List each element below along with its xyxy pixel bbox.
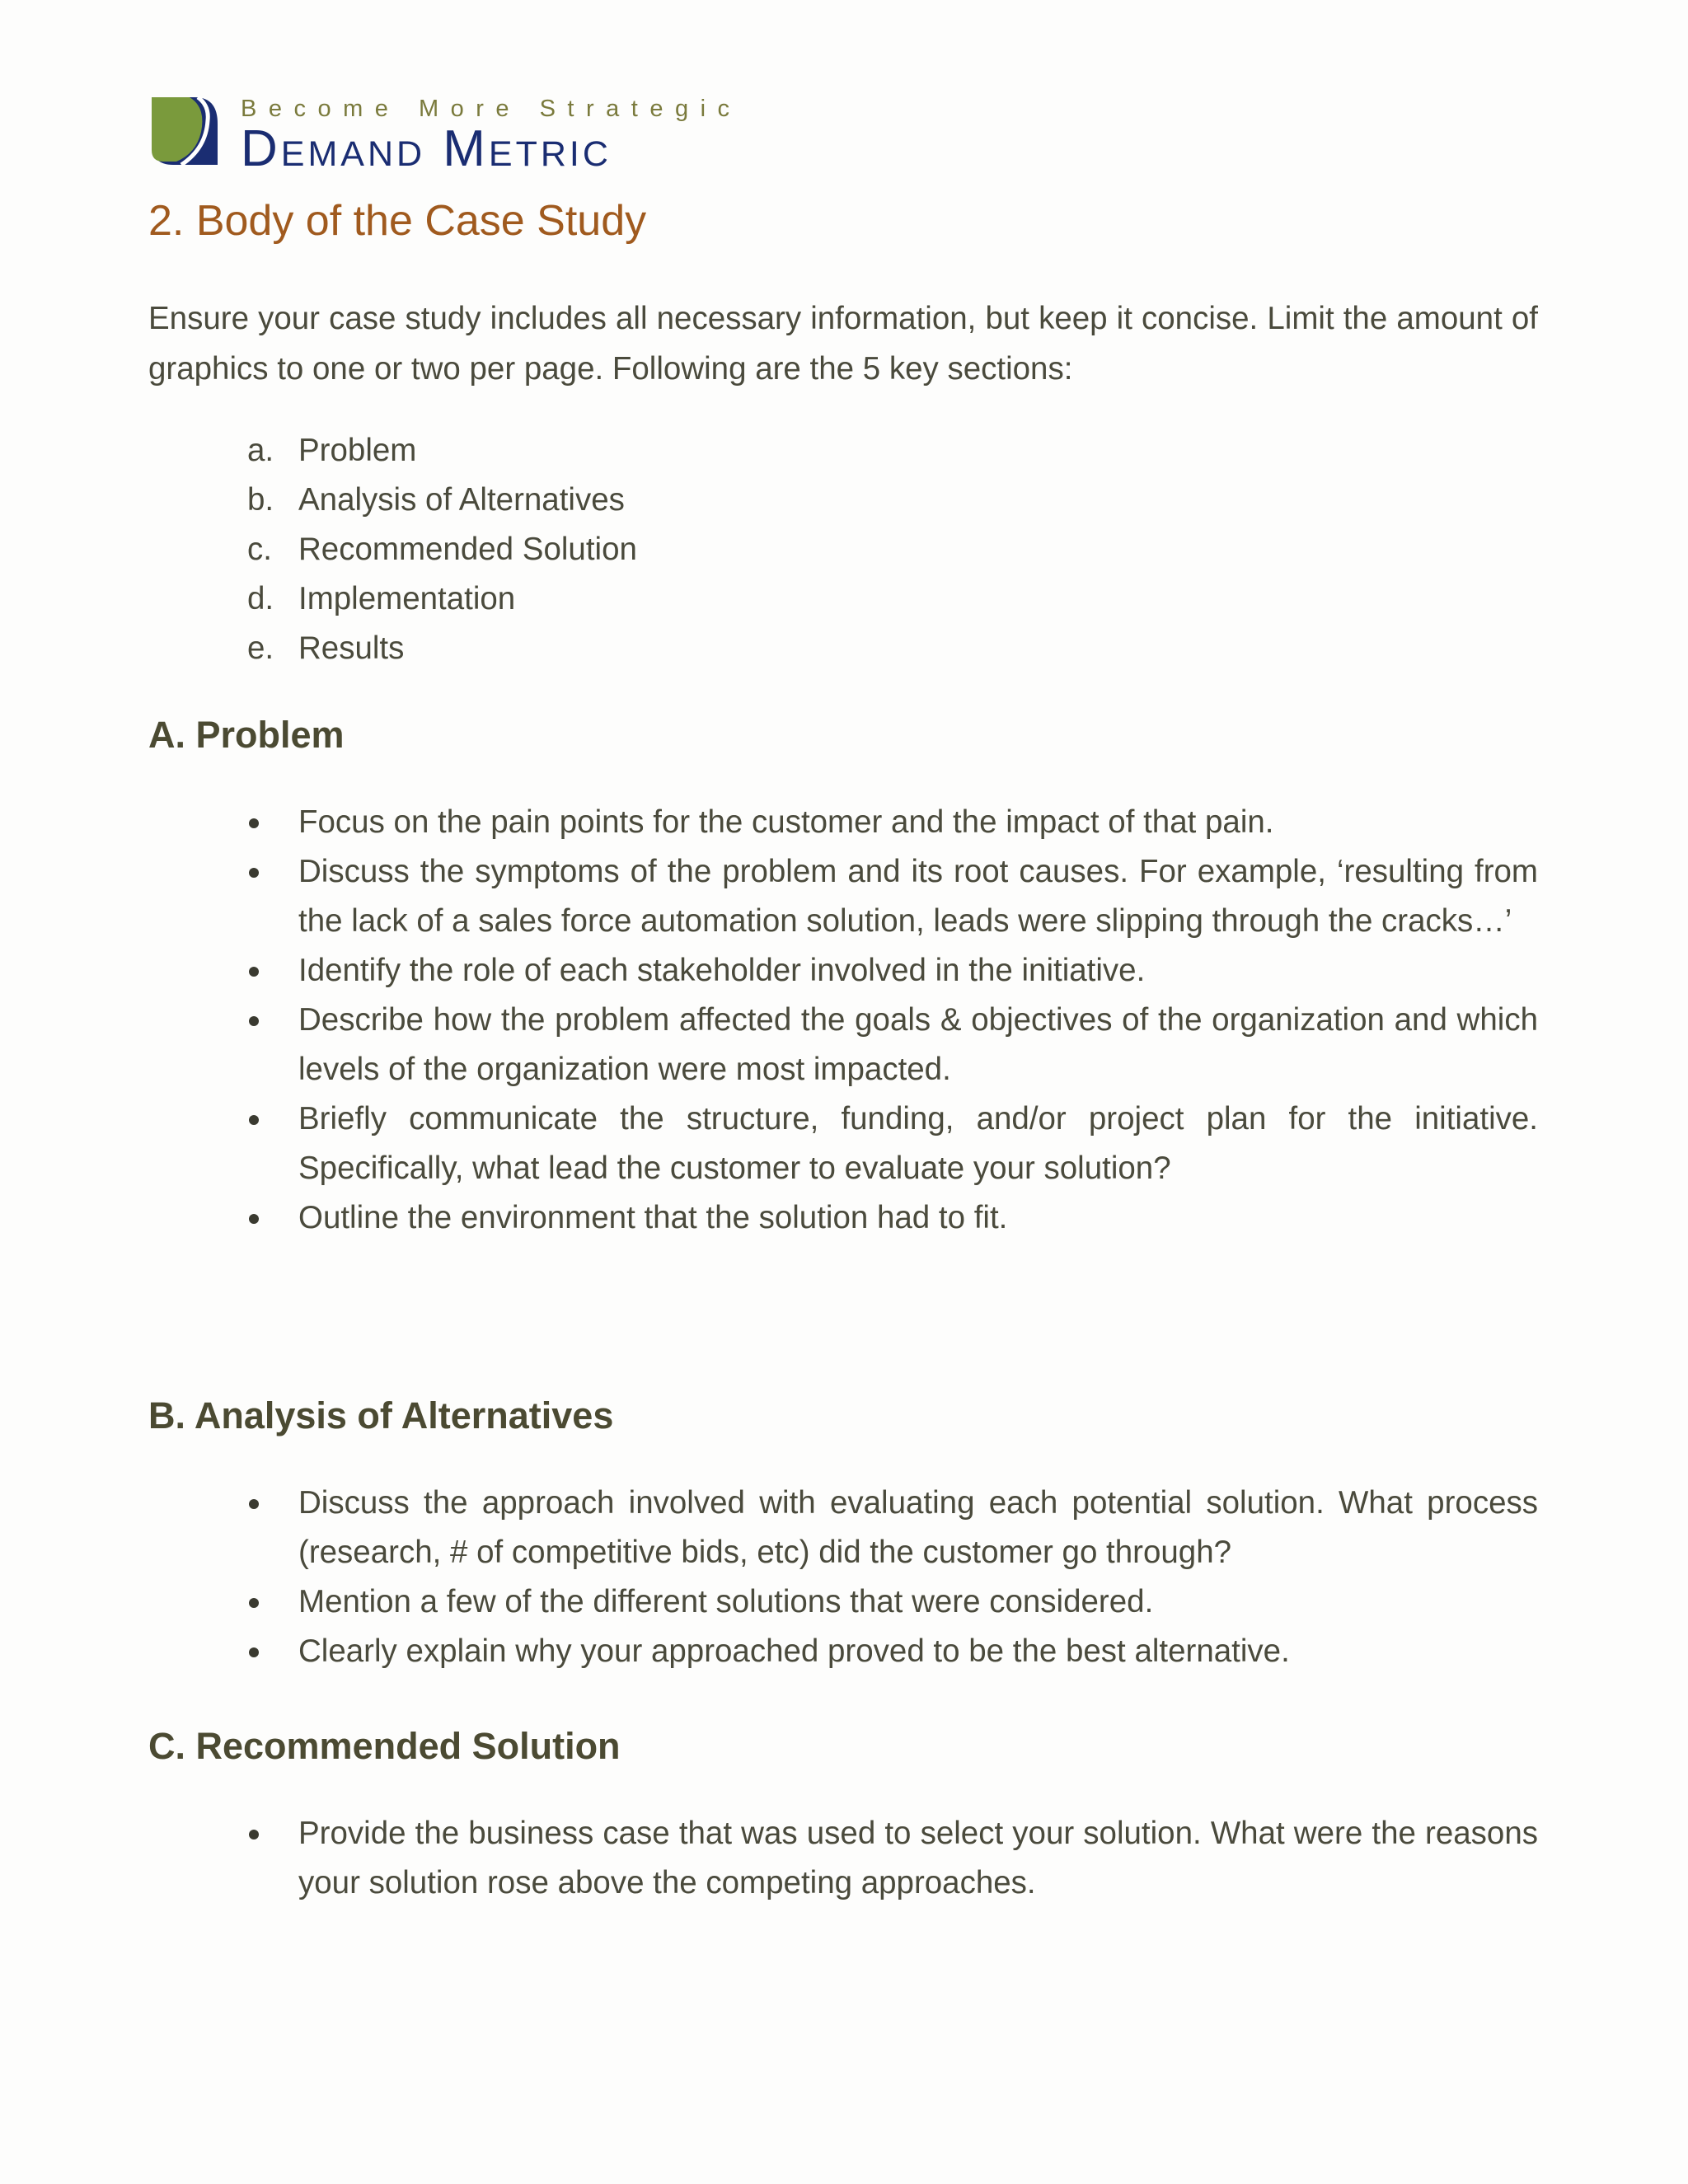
page-title: 2. Body of the Case Study bbox=[148, 197, 647, 245]
bullet-text: Briefly communicate the structure, funding, and/or project plan for the initiative. Specifically, what lead the customer to evaluate your solution? bbox=[298, 1101, 1538, 1186]
bullet-icon bbox=[249, 1115, 259, 1125]
problem-bullet-list bbox=[247, 798, 1538, 1243]
list-marker: b. bbox=[247, 482, 274, 518]
list-item-label: Implementation bbox=[298, 581, 516, 616]
list-item bbox=[247, 426, 637, 476]
list-item bbox=[247, 1094, 1538, 1193]
alternatives-heading: B. Analysis of Alternatives bbox=[148, 1394, 614, 1436]
bullet-text: Provide the business case that was used to select your solution. What were the reasons your solution rose above the competing approaches. bbox=[298, 1816, 1538, 1900]
list-item bbox=[247, 624, 637, 673]
bullet-text: Describe how the problem affected the goals & objectives of the organization and which levels of the organization were most impacted. bbox=[298, 1002, 1538, 1087]
bullet-icon bbox=[249, 818, 259, 828]
bullet-icon bbox=[249, 1016, 259, 1026]
problem-heading: A. Problem bbox=[148, 714, 345, 756]
list-item bbox=[247, 1627, 1538, 1676]
bullet-icon bbox=[249, 1830, 259, 1840]
bullet-text: Identify the role of each stakeholder involved in the initiative. bbox=[298, 953, 1146, 988]
key-sections-list bbox=[247, 426, 637, 673]
list-item bbox=[247, 946, 1538, 996]
logo-tagline: Become More Strategic bbox=[241, 96, 742, 122]
bullet-text: Outline the environment that the solution had to fit. bbox=[298, 1200, 1008, 1235]
solution-bullet-list bbox=[247, 1809, 1538, 1908]
list-item bbox=[247, 798, 1538, 847]
list-marker: c. bbox=[247, 532, 272, 567]
list-item bbox=[247, 1577, 1538, 1627]
list-item bbox=[247, 847, 1538, 946]
bullet-text: Discuss the symptoms of the problem and its root causes. For example, ‘resulting from the lack of a sales force automation solution, leads were slipping through the cracks…’ bbox=[298, 854, 1538, 939]
bullet-icon bbox=[249, 1647, 259, 1657]
list-marker: a. bbox=[247, 433, 274, 468]
list-item bbox=[247, 996, 1538, 1094]
list-item bbox=[247, 1809, 1538, 1908]
bullet-icon bbox=[249, 967, 259, 977]
bullet-text: Mention a few of the different solutions that were considered. bbox=[298, 1584, 1154, 1619]
list-marker: e. bbox=[247, 630, 274, 666]
list-item bbox=[247, 1193, 1538, 1243]
list-item-label: Results bbox=[298, 630, 405, 666]
intro-paragraph: Ensure your case study includes all necessary information, but keep it concise. Limit the amount of graphics to one or two per page. Following are the 5 key sections: bbox=[148, 301, 1538, 387]
bullet-icon bbox=[249, 1499, 259, 1509]
logo-brand-name: Demand Metric bbox=[241, 120, 612, 177]
list-item bbox=[247, 1479, 1538, 1577]
bullet-icon bbox=[249, 1598, 259, 1608]
list-item-label: Recommended Solution bbox=[298, 532, 637, 567]
list-item-label: Problem bbox=[298, 433, 417, 468]
list-item bbox=[247, 476, 637, 525]
logo-mark-icon bbox=[148, 96, 219, 166]
list-item bbox=[247, 525, 637, 574]
recommended-solution-heading: C. Recommended Solution bbox=[148, 1725, 621, 1767]
demand-metric-logo bbox=[148, 96, 808, 177]
bullet-text: Discuss the approach involved with evaluating each potential solution. What process (research, # of competitive bids, etc) did the customer go through? bbox=[298, 1485, 1538, 1570]
bullet-text: Focus on the pain points for the customer and the impact of that pain. bbox=[298, 804, 1274, 840]
list-item bbox=[247, 574, 637, 624]
alternatives-bullet-list bbox=[247, 1479, 1538, 1676]
bullet-text: Clearly explain why your approached proved to be the best alternative. bbox=[298, 1633, 1290, 1669]
bullet-icon bbox=[249, 868, 259, 878]
bullet-icon bbox=[249, 1214, 259, 1224]
list-item-label: Analysis of Alternatives bbox=[298, 482, 625, 518]
list-marker: d. bbox=[247, 581, 274, 616]
